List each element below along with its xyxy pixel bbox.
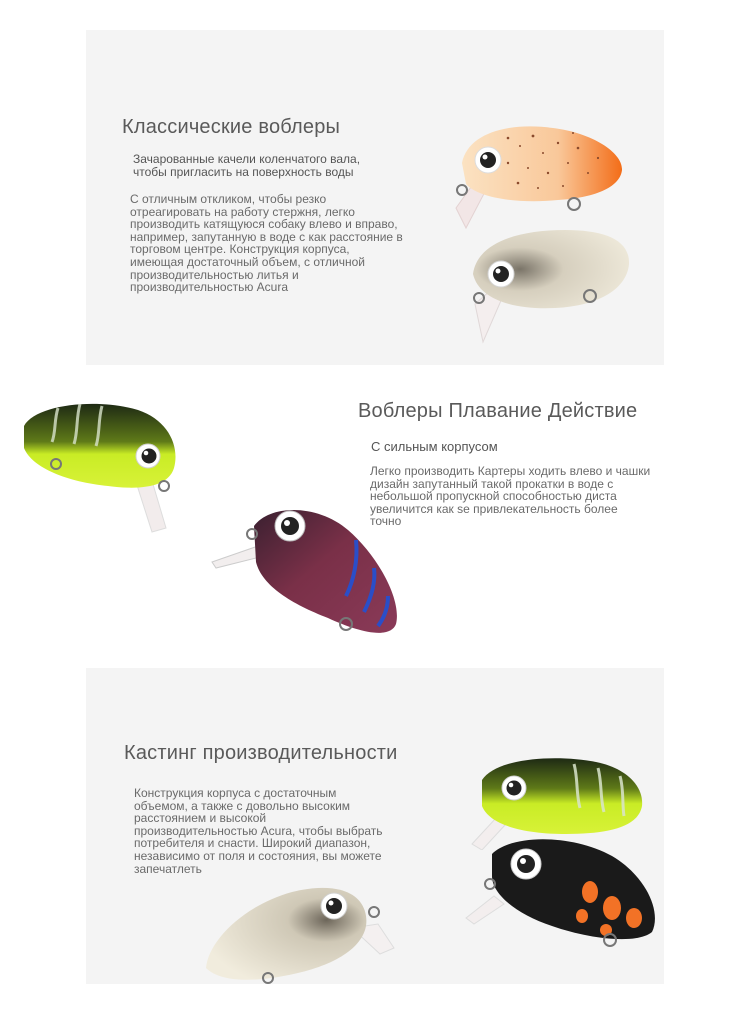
section-classic-title: Классические воблеры [122,116,341,138]
section-casting-body [134,787,383,875]
body-line: Конструкция корпуса с достаточным [134,786,337,800]
cream-lure-icon [202,872,398,986]
section-casting-title: Кастинг производительности [124,742,398,764]
subtitle-line: чтобы пригласить на поверхность воды [133,164,354,179]
body-line: дизайн запутанный такой прокатки в воде с [370,476,614,491]
body-line: торговом центре. Конструкция корпуса, [130,242,350,257]
body-line: расстоянием и высокой [134,811,267,826]
body-line: производительностью литья и [130,267,299,282]
body-line: увеличится как se привлекательность более [370,501,618,516]
body-line: точно [370,514,402,529]
body-line: производить катящуюся собаку влево и вправо, [130,217,398,232]
purple-lure-icon [208,500,404,644]
body-line: имеющая достаточный объем, с отличной [130,254,365,269]
body-line: Легко производить Картеры ходить влево и чашки [370,464,651,478]
green-tiger-lure-icon [18,398,183,536]
body-line: производительностью Acura, чтобы выбрать [134,823,383,838]
body-line: потребителя и снасти. Широкий диапазон, [134,836,371,851]
body-line: запечатлеть [134,861,202,876]
section-classic-body [130,193,403,294]
section-swim-title: Воблеры Плавание Действие [358,400,638,422]
body-line: С отличным откликом, чтобы резко [130,192,327,206]
section-swim-body [370,465,650,528]
body-line: небольшой пропускной способностью диста [370,489,617,504]
body-line: производительностью Acura [130,280,289,295]
section-classic-subtitle [133,153,360,178]
orange-speckled-lure-icon [448,118,628,234]
cream-lure-icon [465,224,635,346]
body-line: объемом, а также с довольно высоким [134,798,351,813]
subtitle-line: Зачарованные качели коленчатого вала, [133,152,361,166]
body-line: например, запутанную в воде с как расстояние в [130,229,403,244]
body-line: независимо от поля и состояния, вы можете [134,848,382,863]
black-orange-dot-lure-icon [462,832,662,950]
section-swim-subtitle: С сильным корпусом [371,439,498,454]
body-line: отреагировать на работу стержня, легко [130,204,355,219]
